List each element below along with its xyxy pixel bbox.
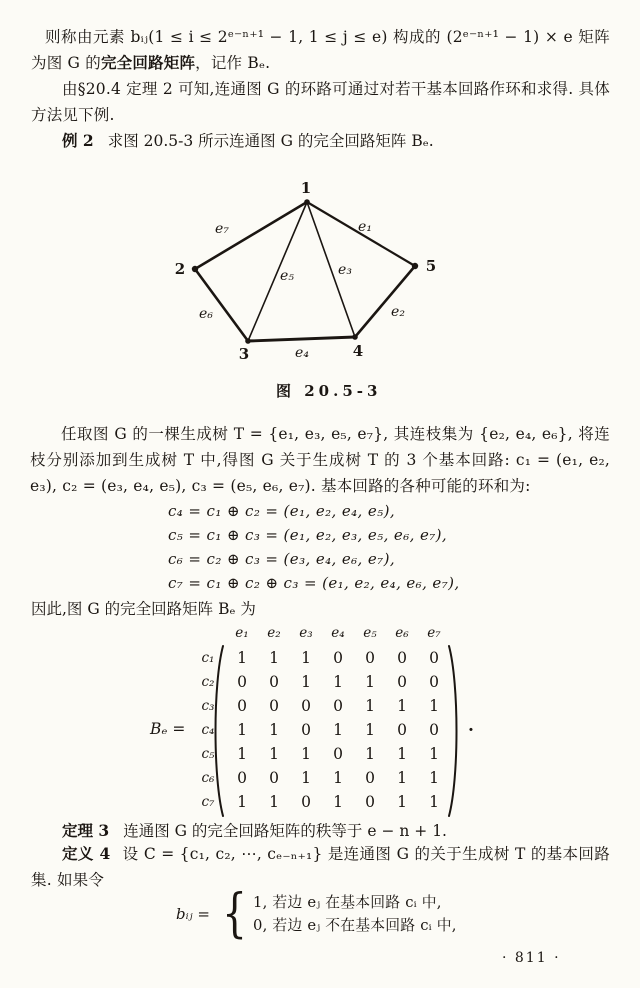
matrix-cell: 1 <box>429 697 439 715</box>
vertex-label-1: 1 <box>300 180 312 197</box>
matrix-cell: 1 <box>429 745 439 763</box>
equation-c6: c₆ = c₂ ⊕ c₃ = (e₃, e₄, e₆, e₇), <box>168 550 395 568</box>
matrix-cell: 1 <box>301 745 311 763</box>
edge-label-e6: e₆ <box>199 306 213 322</box>
matrix-cell: 0 <box>237 673 247 691</box>
equation-c5: c₅ = c₁ ⊕ c₃ = (e₁, e₂, e₃, e₅, e₆, e₇), <box>168 526 448 544</box>
example-2-line <box>62 129 434 151</box>
matrix-cell: 1 <box>397 793 407 811</box>
edge-label-e5: e₅ <box>280 268 294 284</box>
matrix-row-label: c₅ <box>201 746 215 762</box>
matrix-cell: 0 <box>365 793 375 811</box>
definition-4-text: 设 C = {c₁, c₂, ⋯, cₑ₋ₙ₊₁} 是连通图 G 的关于生成树 T 的基本回路集. 如果令 <box>31 845 610 889</box>
equation-c7: c₇ = c₁ ⊕ c₂ ⊕ c₃ = (e₁, e₂, e₄, e₆, e₇), <box>168 574 460 592</box>
theorem-3-line <box>62 819 447 841</box>
edge-label-e7: e₇ <box>215 221 229 237</box>
matrix-cell: 1 <box>301 673 311 691</box>
matrix-cell: 1 <box>397 769 407 787</box>
vertex-1-dot <box>304 199 310 205</box>
left-brace: { <box>222 884 247 944</box>
matrix-cell: 0 <box>333 697 343 715</box>
matrix-col-header: e₂ <box>267 625 281 641</box>
matrix-col-header: e₇ <box>427 625 441 641</box>
case-equation-lhs: bᵢⱼ = <box>176 905 210 923</box>
matrix-cell: 1 <box>269 745 279 763</box>
edge-label-e1: e₁ <box>358 219 372 235</box>
matrix-row-label: c₇ <box>201 794 215 810</box>
edge-e6-line <box>195 269 248 341</box>
vertex-label-4: 4 <box>352 342 364 360</box>
matrix-col-header: e₅ <box>363 625 377 641</box>
example-2-text: 求图 20.5-3 所示连通图 G 的完全回路矩阵 Bₑ. <box>107 132 434 150</box>
matrix-cell: 0 <box>269 673 279 691</box>
theorem-3-label: 定理 3 <box>62 821 110 840</box>
matrix-cell: 1 <box>365 673 375 691</box>
vertex-label-2: 2 <box>174 260 186 278</box>
edge-label-e3: e₃ <box>338 262 352 278</box>
matrix-cell: 0 <box>429 649 439 667</box>
matrix-col-header: e₄ <box>331 625 345 641</box>
edge-e4-line <box>248 337 355 341</box>
matrix-row-label: c₃ <box>201 698 215 714</box>
matrix-cell: 1 <box>365 745 375 763</box>
matrix-cell: 0 <box>301 793 311 811</box>
case-equation-lines <box>253 891 457 937</box>
edge-e7-line <box>195 202 307 269</box>
edge-e5-line <box>248 202 307 341</box>
paragraph-text: ，记作 Bₑ. <box>195 54 271 72</box>
matrix-cell: 1 <box>333 793 343 811</box>
matrix-col-header: e₆ <box>395 625 409 641</box>
circuit-matrix-block <box>0 620 640 824</box>
matrix-cell: 1 <box>365 697 375 715</box>
matrix-cell: 0 <box>429 721 439 739</box>
equation-c4: c₄ = c₁ ⊕ c₂ = (e₁, e₂, e₄, e₅), <box>168 502 395 520</box>
page-number: · 811 · <box>502 950 561 966</box>
matrix-col-header: e₃ <box>299 625 313 641</box>
matrix-cell: 0 <box>333 649 343 667</box>
matrix-row-label: c₂ <box>201 674 215 690</box>
figure-caption: 图 20.5-3 <box>276 382 382 400</box>
paragraph-spanning-tree: 任取图 G 的一棵生成树 T = {e₁, e₃, e₅, e₇}, 其连枝集为 {e₂, e₄, e₆}, 将连枝分别添加到生成树 T 中,得图 G 关于生成树 T 的 3 个基本回路: c₁ = (e₁, e₂, e₃), c₂ = (e₃, e₄, e₅), c₃ = (e₅, e₆, e₇). 基本回路的各种可能的环和为: <box>30 425 610 495</box>
matrix-cell: 0 <box>269 769 279 787</box>
vertex-2-dot <box>192 266 198 272</box>
matrix-cell: 0 <box>237 697 247 715</box>
case-line-1: 1, 若边 eⱼ 在基本回路 cᵢ 中, <box>253 894 442 911</box>
vertex-4-dot <box>352 334 358 340</box>
matrix-cell: 1 <box>237 793 247 811</box>
ring-sum-equations <box>168 499 460 595</box>
matrix-cell: 0 <box>237 769 247 787</box>
matrix-cell: 1 <box>333 769 343 787</box>
matrix-cell: 0 <box>397 673 407 691</box>
graph-figure-svg <box>150 180 472 378</box>
matrix-cell: 0 <box>301 721 311 739</box>
case-line-2: 0, 若边 eⱼ 不在基本回路 cᵢ 中, <box>253 917 457 934</box>
matrix-column-headers <box>190 622 450 644</box>
vertex-3-dot <box>245 338 251 344</box>
theorem-3-text: 连通图 G 的完全回路矩阵的秩等于 e − n + 1. <box>123 822 447 840</box>
matrix-row-label: c₄ <box>201 722 215 738</box>
paragraph-method: 由§20.4 定理 2 可知,连通图 G 的环路可通过对若干基本回路作环和求得. 具体方法见下例. <box>31 80 610 124</box>
paragraph-matrix-definition <box>31 24 610 76</box>
matrix-cell: 1 <box>397 697 407 715</box>
matrix-row-label: c₁ <box>201 650 215 666</box>
matrix-cell: 0 <box>269 697 279 715</box>
matrix-cell: 1 <box>301 769 311 787</box>
conclusion-line: 因此,图 G 的完全回路矩阵 Bₑ 为 <box>31 600 256 618</box>
edge-label-e4: e₄ <box>295 345 309 361</box>
term-complete-circuit-matrix: 完全回路矩阵 <box>100 53 196 72</box>
definition-4-label: 定义 4 <box>62 844 111 863</box>
case-equation <box>176 884 457 944</box>
vertex-5-dot <box>412 263 418 269</box>
definition-4-paragraph <box>31 841 610 893</box>
matrix-cell: 1 <box>333 673 343 691</box>
matrix-cell: 1 <box>429 769 439 787</box>
matrix-cell: 1 <box>269 721 279 739</box>
edge-e2-line <box>355 266 415 337</box>
matrix-cell: 1 <box>429 793 439 811</box>
paragraph-text: 则称由元素 bᵢⱼ(1 ≤ i ≤ 2ᵉ⁻ⁿ⁺¹ − 1, 1 ≤ j ≤ e) 构成的 (2ᵉ⁻ⁿ⁺¹ − 1) × e 矩阵为图 G 的 <box>31 28 610 72</box>
matrix-cell: 1 <box>269 793 279 811</box>
matrix-cell: 1 <box>333 721 343 739</box>
matrix-cell: 1 <box>397 745 407 763</box>
matrix-cell: 1 <box>237 721 247 739</box>
matrix-trailing-period: . <box>468 716 474 736</box>
vertex-label-3: 3 <box>238 345 250 363</box>
matrix-cell: 0 <box>365 649 375 667</box>
edge-label-e2: e₂ <box>391 304 405 320</box>
matrix-rows <box>190 646 450 814</box>
matrix-cell: 1 <box>365 721 375 739</box>
vertex-label-5: 5 <box>425 257 437 275</box>
matrix-cell: 0 <box>397 649 407 667</box>
matrix-cell: 0 <box>301 697 311 715</box>
example-2-label: 例 2 <box>62 131 94 150</box>
matrix-header-spacer <box>190 622 226 644</box>
matrix-cell: 1 <box>269 649 279 667</box>
matrix-cell: 1 <box>237 649 247 667</box>
matrix-cell: 0 <box>429 673 439 691</box>
matrix-col-header: e₁ <box>235 625 249 641</box>
matrix-cell: 1 <box>237 745 247 763</box>
matrix-cell: 0 <box>365 769 375 787</box>
matrix-cell: 0 <box>397 721 407 739</box>
matrix-row-label: c₆ <box>201 770 215 786</box>
matrix-cell: 0 <box>333 745 343 763</box>
matrix-cell: 1 <box>301 649 311 667</box>
matrix-lhs-label: Bₑ = <box>150 720 186 738</box>
